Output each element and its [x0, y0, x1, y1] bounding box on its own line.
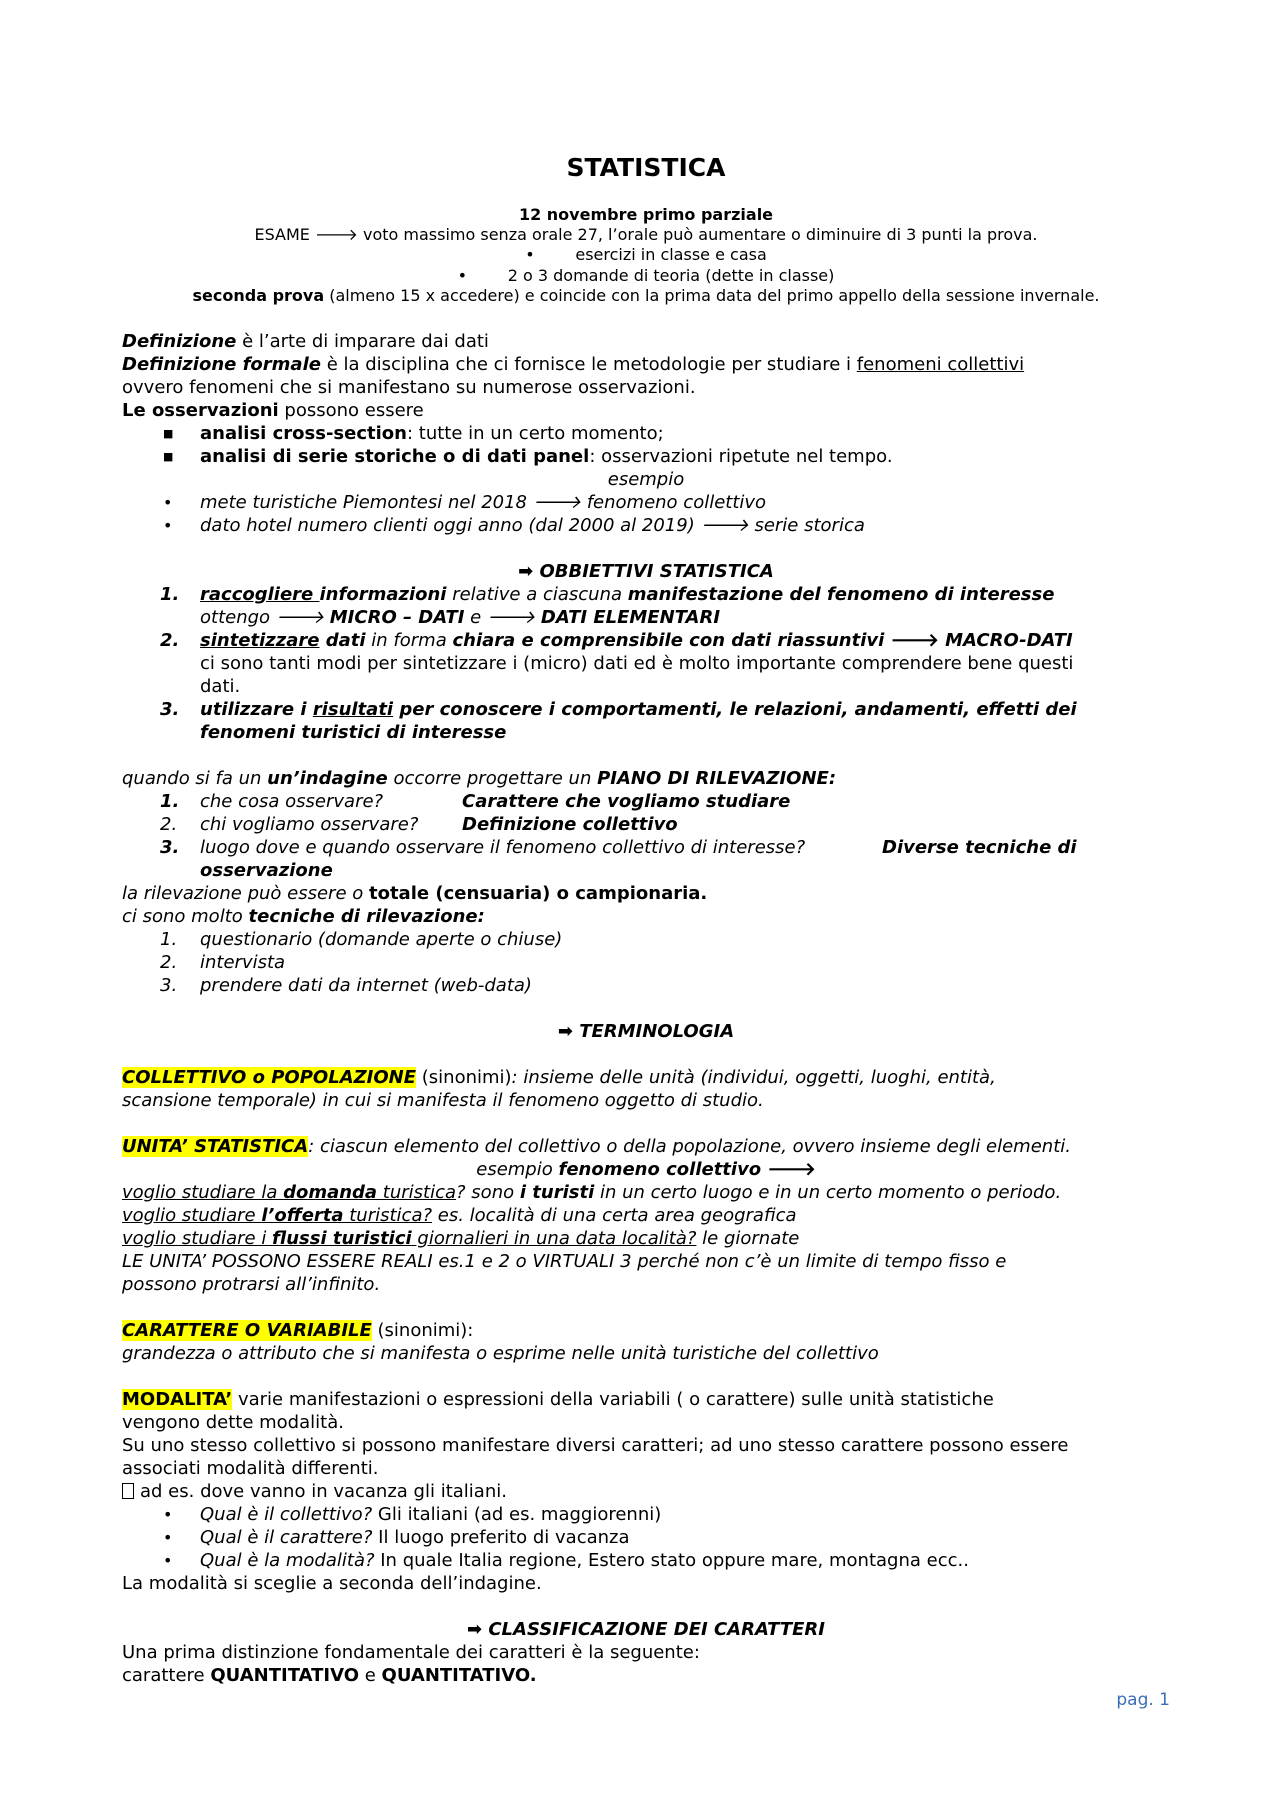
- modality-line-4: associati modalità differenti.: [122, 1458, 379, 1479]
- formal-definition-line: [122, 354, 1170, 376]
- plan-answer-3-line-2: osservazione: [200, 860, 333, 881]
- objective-1-line-2: [200, 607, 1170, 629]
- question-modality-answer: In quale Italia regione, Estero stato oppure mare, montagna ecc..: [374, 1550, 969, 1571]
- unit-example-term: fenomeno collettivo: [558, 1159, 762, 1180]
- flows-term: flussi turistici: [272, 1228, 412, 1249]
- plan-number-1: 1.: [160, 791, 180, 812]
- square-bullet-icon: ■: [163, 450, 174, 463]
- objective-number-2: 2.: [160, 630, 180, 651]
- cross-section-item: [200, 423, 1170, 445]
- offer-term: l’offerta: [261, 1205, 344, 1226]
- question-character: [200, 1527, 1170, 1549]
- objective-1-bold: informazioni: [319, 584, 447, 605]
- unit-definition: [122, 1136, 1170, 1158]
- time-series-label: analisi di serie storiche o di dati panel: [200, 446, 590, 467]
- question-collective: [200, 1504, 1170, 1526]
- variable-synonyms: (sinonimi):: [371, 1320, 474, 1341]
- modality-line-5: [122, 1481, 1170, 1503]
- plan-answer-1: Carattere che vogliamo studiare: [462, 791, 791, 812]
- survey-intro-text: quando si fa un: [122, 768, 268, 789]
- techniques-line: [122, 906, 1170, 928]
- observations-text: possono essere: [278, 400, 424, 421]
- document-title: STATISTICA: [566, 153, 726, 182]
- modality-term: MODALITA’: [122, 1389, 233, 1410]
- bullet-icon: •: [163, 1528, 173, 1547]
- objective-3: [200, 699, 1170, 721]
- modality-line-2: vengono dette modalità.: [122, 1412, 344, 1433]
- survey-type-term: totale (censuaria) o campionaria.: [368, 883, 708, 904]
- plan-number-3: 3.: [160, 837, 180, 858]
- definition-line: [122, 331, 1170, 353]
- second-test-line: [122, 286, 1170, 306]
- exam-bullet-1: • esercizi in classe e casa: [525, 245, 767, 264]
- classification-line-1: Una prima distinzione fondamentale dei caratteri è la seguente:: [122, 1642, 700, 1663]
- example-item-1: mete turistiche Piemontesi nel 2018 🡒 fenomeno collettivo: [200, 492, 767, 513]
- plan-answer-3: Diverse tecniche di: [882, 837, 1077, 858]
- classification-heading: ➡ CLASSIFICAZIONE DEI CARATTERI: [467, 1619, 825, 1640]
- offer-example: [122, 1205, 1170, 1227]
- second-test-text: (almeno 15 x accedere) e coincide con la prima data del primo appello della sessione invernale.: [324, 286, 1100, 305]
- objective-number-1: 1.: [160, 584, 180, 605]
- macro-data-term: MACRO-DATI: [945, 630, 1073, 651]
- objective-3-bold-2: per conoscere i comportamenti, le relazioni, andamenti, effetti dei: [393, 699, 1077, 720]
- objective-1-line-2-text: ottengo 🡒: [200, 607, 330, 628]
- variable-term: CARATTERE O VARIABILE: [122, 1320, 372, 1341]
- example-item-2: dato hotel numero clienti oggi anno (dal 2000 al 2019) 🡒 serie storica: [200, 515, 865, 536]
- modality-text: varie manifestazioni o espressioni della variabili ( o carattere) sulle unità statistiche: [232, 1389, 994, 1410]
- plan-answer-2: Definizione collettivo: [462, 814, 678, 835]
- observations-line: [122, 400, 1170, 422]
- objective-2-verb: sintetizzare: [200, 630, 320, 651]
- offer-example-text: voglio studiare: [122, 1205, 262, 1226]
- results-term: risultati: [312, 699, 394, 720]
- techniques-term: tecniche di rilevazione:: [248, 906, 485, 927]
- modality-definition: [122, 1389, 1170, 1411]
- demand-example: [122, 1182, 1170, 1204]
- question-modality: [200, 1550, 1170, 1572]
- second-test-label: seconda prova: [192, 286, 325, 305]
- exam-bullet-2-text: 2 o 3 domande di teoria (dette in classe): [507, 266, 835, 285]
- collective-phenomena-term: fenomeni collettivi: [856, 354, 1025, 375]
- question-modality-label: Qual è la modalità?: [200, 1550, 375, 1571]
- survey-type-text: la rilevazione può essere o: [122, 883, 369, 904]
- collective-definition-line-2: scansione temporale) in cui si manifesta il fenomeno oggetto di studio.: [122, 1090, 764, 1111]
- objective-3-bold: utilizzare i: [200, 699, 313, 720]
- formal-definition-line-2: ovvero fenomeni che si manifestano su numerose osservazioni.: [122, 377, 696, 398]
- survey-plan-term: PIANO DI RILEVAZIONE:: [597, 768, 837, 789]
- modality-line-3: Su uno stesso collettivo si possono manifestare diversi caratteri; ad uno stesso carattere possono essere: [122, 1435, 1069, 1456]
- arrow-icon: 🡒: [315, 225, 358, 244]
- classification-conj: e: [359, 1665, 382, 1686]
- variable-definition-line-2: grandezza o attributo che si manifesta o esprime nelle unità turistiche del collettivo: [122, 1343, 879, 1364]
- objective-1-verb: raccogliere: [200, 584, 320, 605]
- objective-2-bold: dati: [319, 630, 366, 651]
- objective-number-3: 3.: [160, 699, 180, 720]
- offer-example-text-2: turistica?: [343, 1205, 433, 1226]
- square-bullet-icon: ■: [163, 427, 174, 440]
- objectives-heading: ➡ OBBIETTIVI STATISTICA: [518, 561, 774, 582]
- demand-example-text-4: in un certo luogo e in un certo momento o periodo.: [594, 1182, 1062, 1203]
- collective-term: COLLETTIVO o POPOLAZIONE: [122, 1067, 417, 1088]
- objective-1-bold-2: manifestazione del fenomeno di interesse: [627, 584, 1055, 605]
- techniques-text: ci sono molto: [122, 906, 249, 927]
- technique-number-3: 3.: [160, 975, 178, 996]
- flows-example: [122, 1228, 1170, 1250]
- collective-text: : insieme delle unità (individui, oggetti, luoghi, entità,: [511, 1067, 996, 1088]
- exam-label: ESAME: [254, 225, 310, 244]
- question-collective-label: Qual è il collettivo?: [200, 1504, 373, 1525]
- formal-definition-text: è la disciplina che ci fornisce le metodologie per studiare i: [320, 354, 857, 375]
- bullet-icon: •: [163, 1505, 173, 1524]
- demand-example-text-2: turistica: [377, 1182, 457, 1203]
- classification-line-2: [122, 1665, 1170, 1687]
- technique-number-1: 1.: [160, 929, 178, 950]
- terminology-heading: ➡ TERMINOLOGIA: [557, 1021, 735, 1042]
- observations-label: Le osservazioni: [122, 400, 279, 421]
- modality-example-text: ad es. dove vanno in vacanza gli italiani.: [140, 1481, 507, 1502]
- formal-definition-label: Definizione formale: [122, 354, 321, 375]
- objective-1-text: relative a ciascuna: [446, 584, 628, 605]
- flows-example-text: voglio studiare i: [122, 1228, 273, 1249]
- page-number: pag. 1: [1116, 1690, 1170, 1710]
- exam-date-line: 12 novembre primo parziale: [518, 205, 774, 224]
- classification-line-2-text: carattere: [122, 1665, 211, 1686]
- units-note-line-1: LE UNITA’ POSSONO ESSERE REALI es.1 e 2 o VIRTUALI 3 perché non c’è un limite di tempo fisso e: [122, 1251, 1007, 1272]
- question-collective-answer: Gli italiani (ad es. maggiorenni): [372, 1504, 662, 1525]
- arrow-icon: 🡒: [884, 630, 946, 651]
- offer-example-text-3: es. località di una certa area geografica: [432, 1205, 797, 1226]
- exam-bullet-1-text: esercizi in classe e casa: [575, 245, 767, 264]
- plan-question-2: chi vogliamo osservare?: [200, 814, 419, 835]
- quantitative-term: QUANTITATIVO: [210, 1665, 359, 1686]
- demand-example-text: voglio studiare la: [122, 1182, 284, 1203]
- bullet-icon: •: [163, 493, 173, 512]
- collective-definition: [122, 1067, 1170, 1089]
- question-character-label: Qual è il carattere?: [200, 1527, 373, 1548]
- units-note-line-2: possono protrarsi all’infinito.: [122, 1274, 381, 1295]
- tourists-term: i turisti: [519, 1182, 595, 1203]
- unit-term: UNITA’ STATISTICA: [122, 1136, 309, 1157]
- exam-line: [122, 225, 1170, 245]
- technique-number-2: 2.: [160, 952, 178, 973]
- time-series-item: [200, 446, 1170, 468]
- objective-2-text: in forma: [365, 630, 453, 651]
- objective-2-line-2: ci sono tanti modi per sintetizzare i (micro) dati ed è molto importante comprendere bene questi: [200, 653, 1074, 674]
- objective-2-line-3: dati.: [200, 676, 241, 697]
- technique-2: intervista: [200, 952, 286, 973]
- demand-term: domanda: [283, 1182, 378, 1203]
- unit-text: : ciascun elemento del collettivo o della popolazione, ovvero insieme degli elementi.: [308, 1136, 1071, 1157]
- plan-question-3: luogo dove e quando osservare il fenomeno collettivo di interesse?: [200, 837, 806, 858]
- objective-3-line-2: fenomeni turistici di interesse: [200, 722, 507, 743]
- objective-2-bold-2: chiara e comprensibile con dati riassuntivi: [452, 630, 885, 651]
- variable-definition: [122, 1320, 1170, 1342]
- question-character-answer: Il luogo preferito di vacanza: [372, 1527, 630, 1548]
- bullet-icon: •: [163, 516, 173, 535]
- plan-number-2: 2.: [160, 814, 178, 835]
- plan-question-1: che cosa osservare?: [200, 791, 384, 812]
- unit-example-line: [122, 1159, 1170, 1181]
- flows-example-text-2: giornalieri in una data località?: [411, 1228, 697, 1249]
- modality-conclusion: La modalità si sceglie a seconda dell’indagine.: [122, 1573, 542, 1594]
- elementary-data-term: DATI ELEMENTARI: [540, 607, 721, 628]
- objective-1-line-2-conj: e 🡒: [464, 607, 541, 628]
- objective-1: [200, 584, 1170, 606]
- cross-section-text: : tutte in un certo momento;: [406, 423, 664, 444]
- missing-glyph-icon: [122, 1483, 134, 1499]
- example-label: esempio: [607, 469, 685, 490]
- bullet-icon: •: [163, 1551, 173, 1570]
- exam-bullet-2: • 2 o 3 domande di teoria (dette in classe): [457, 266, 835, 285]
- technique-1: questionario (domande aperte o chiuse): [200, 929, 563, 950]
- cross-section-label: analisi cross-section: [200, 423, 407, 444]
- definition-text: è l’arte di imparare dai dati: [236, 331, 489, 352]
- objective-2: [200, 630, 1170, 652]
- demand-example-text-3: ? sono: [456, 1182, 520, 1203]
- survey-type-line: [122, 883, 1170, 905]
- survey-intro-text-2: occorre progettare un: [387, 768, 598, 789]
- arrow-icon: 🡒: [761, 1159, 816, 1180]
- technique-3: prendere dati da internet (web-data): [200, 975, 532, 996]
- collective-synonyms: (sinonimi): [416, 1067, 512, 1088]
- quantitative-term-2: QUANTITATIVO.: [381, 1665, 537, 1686]
- time-series-text: : osservazioni ripetute nel tempo.: [589, 446, 893, 467]
- survey-term: un’indagine: [267, 768, 388, 789]
- micro-data-term: MICRO – DATI: [329, 607, 465, 628]
- survey-intro: [122, 768, 1170, 790]
- flows-example-text-3: le giornate: [696, 1228, 800, 1249]
- unit-example-label: esempio: [476, 1159, 559, 1180]
- definition-label: Definizione: [122, 331, 237, 352]
- exam-text: voto massimo senza orale 27, l’orale può aumentare o diminuire di 3 punti la prova.: [357, 225, 1038, 244]
